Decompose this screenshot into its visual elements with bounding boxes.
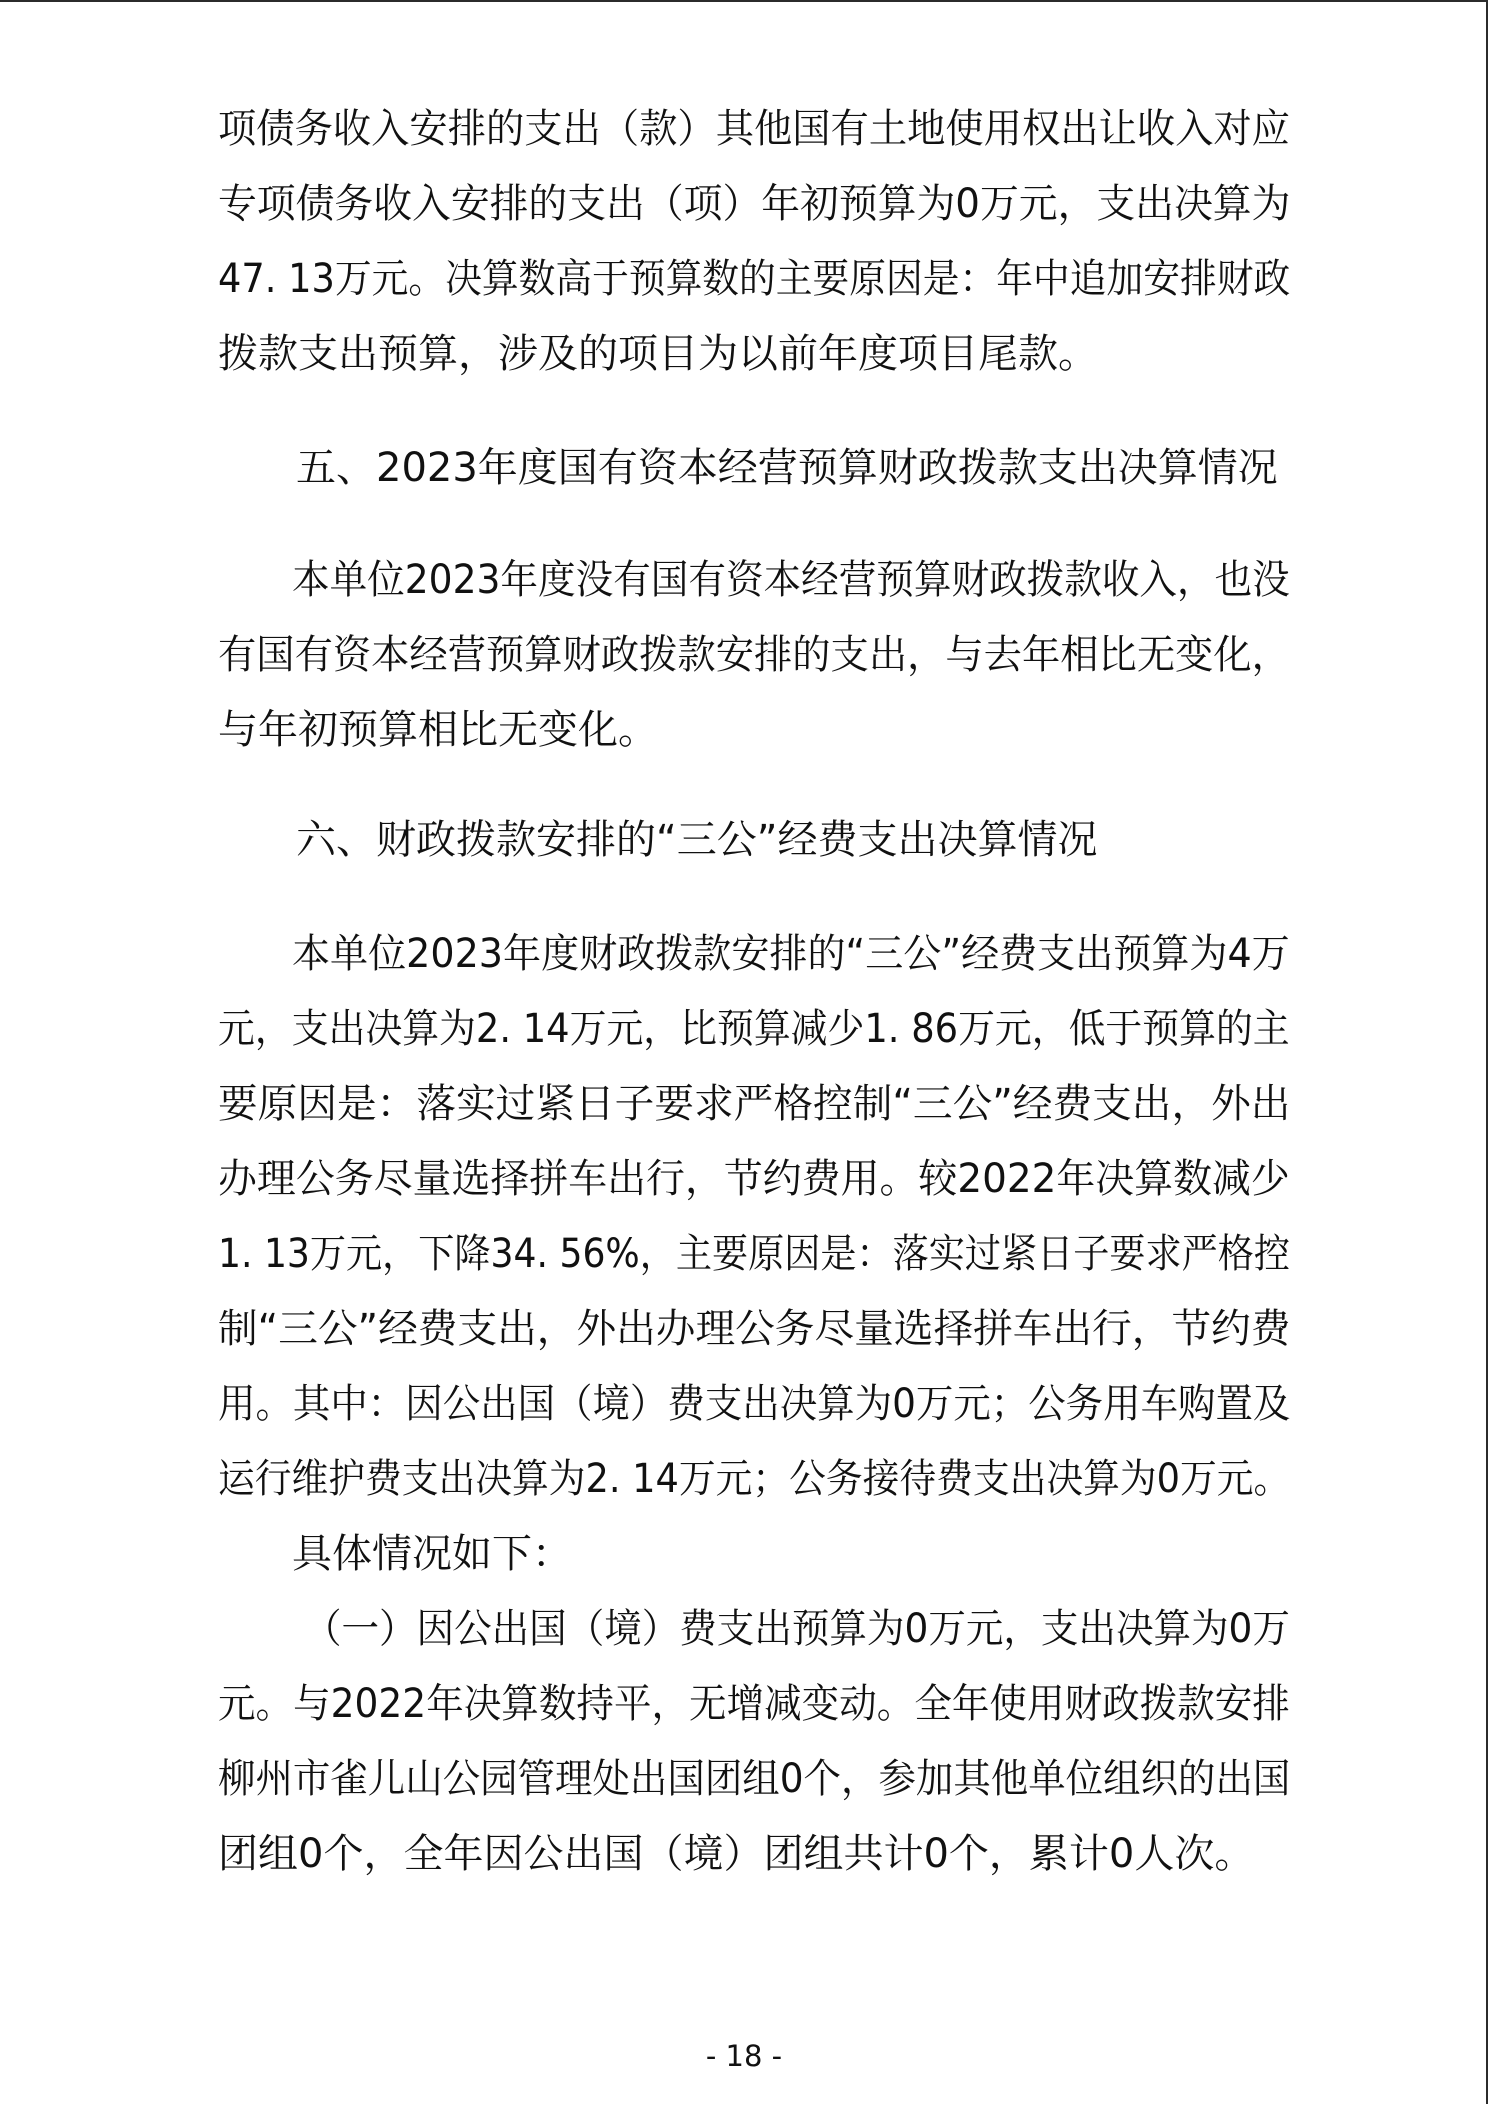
paragraph-line: 拨款支出预算，涉及的项目为以前年度项目尾款。 [218,331,1098,377]
paragraph-line: 与年初预算相比无变化。 [218,707,658,753]
paragraph-line: 要原因是：落实过紧日子要求严格控制“三公”经费支出，外出 [218,1081,1291,1127]
paragraph-line: 元。与2022年决算数持平，无增减变动。全年使用财政拨款安排 [218,1681,1290,1727]
paragraph-line: 有国有资本经营预算财政拨款安排的支出，与去年相比无变化， [218,632,1290,678]
page-number: - 18 - [705,2039,783,2073]
paragraph-line: 运行维护费支出决算为2. 14万元；公务接待费支出决算为0万元。 [218,1456,1291,1502]
paragraph-line: 本单位2023年度没有国有资本经营预算财政拨款收入，也没 [292,557,1290,603]
paragraph-line: 专项债务收入安排的支出（项）年初预算为0万元，支出决算为 [218,181,1291,227]
paragraph-line: 项债务收入安排的支出（款）其他国有土地使用权出让收入对应 [218,106,1290,152]
subsection-line: （一）因公出国（境）费支出预算为0万元，支出决算为0万 [304,1606,1290,1652]
paragraph-line: 本单位2023年度财政拨款安排的“三公”经费支出预算为4万 [292,931,1290,977]
paragraph-line: 柳州市雀儿山公园管理处出国团组0个，参加其他单位组织的出国 [218,1756,1291,1802]
section-heading-6: 六、财政拨款安排的“三公”经费支出决算情况 [296,817,1098,863]
paragraph-line: 元，支出决算为2. 14万元，比预算减少1. 86万元，低于预算的主 [218,1006,1290,1052]
paragraph-line: 47. 13万元。决算数高于预算数的主要原因是：年中追加安排财政 [218,256,1291,302]
page-border-top [0,0,1488,2]
paragraph-line: 1. 13万元，下降34. 56%，主要原因是：落实过紧日子要求严格控 [218,1231,1290,1277]
paragraph-line: 用。其中：因公出国（境）费支出决算为0万元；公务用车购置及 [218,1381,1291,1427]
paragraph-line: 制“三公”经费支出，外出办理公务尽量选择拼车出行，节约费 [218,1306,1291,1352]
paragraph-line: 办理公务尽量选择拼车出行，节约费用。较2022年决算数减少 [218,1156,1290,1202]
section-heading-5: 五、2023年度国有资本经营预算财政拨款支出决算情况 [296,445,1278,491]
paragraph-line: 团组0个，全年因公出国（境）团组共计0个，累计0人次。 [218,1831,1255,1877]
paragraph-line: 具体情况如下： [292,1531,572,1577]
